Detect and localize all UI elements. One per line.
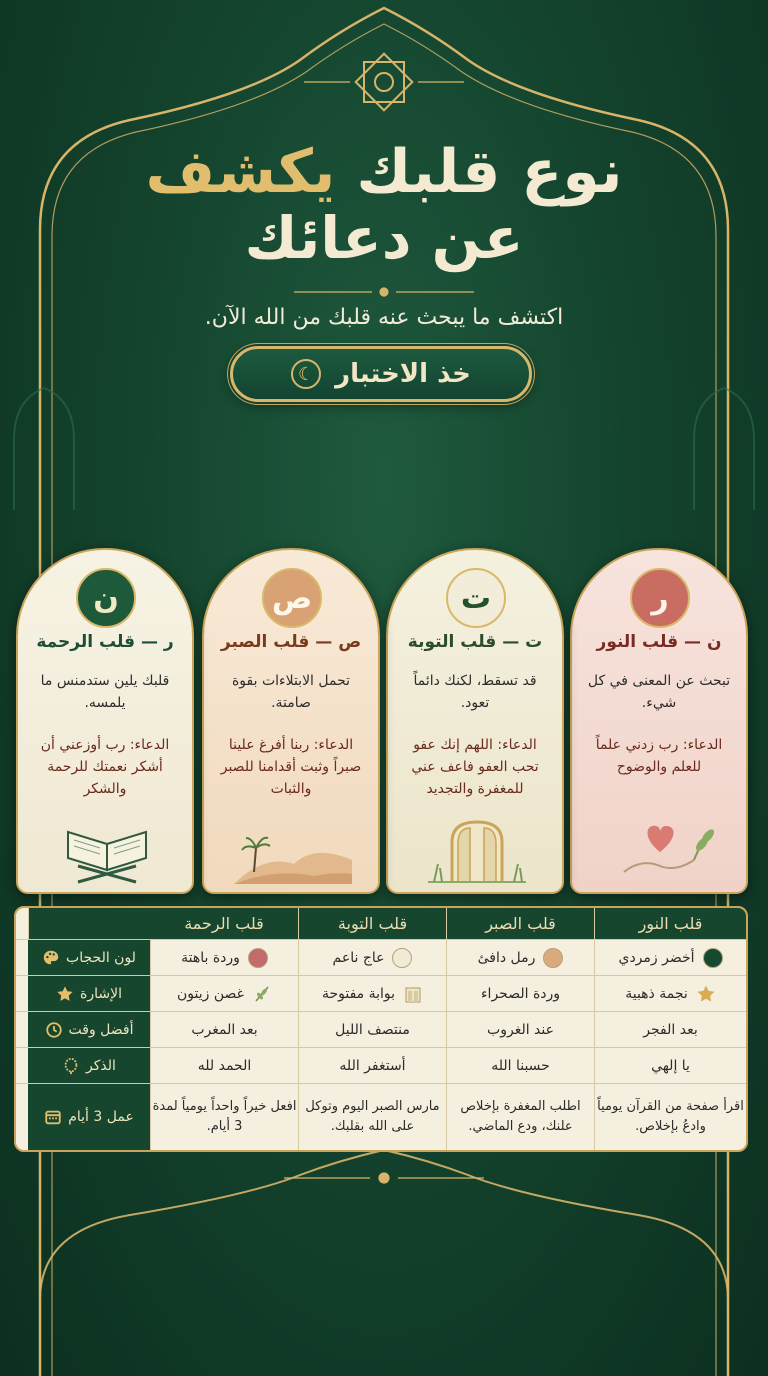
table-cell-text: حسبنا الله xyxy=(491,1057,550,1074)
take-quiz-label: خذ الاختبار xyxy=(335,359,471,389)
table-row xyxy=(16,1012,746,1048)
table-cell-text: مارس الصبر اليوم وتوكل على الله بقلبك. xyxy=(305,1099,440,1134)
table-row-label xyxy=(28,976,150,1011)
card-dua: الدعاء: رب زدني علماً للعلم والوضوح xyxy=(595,737,723,775)
card-title: ر — قلب الرحمة xyxy=(36,632,174,652)
table-cell xyxy=(594,1084,746,1150)
gold-star-icon xyxy=(696,984,716,1004)
table-cell xyxy=(150,940,298,975)
top-ornament-icon xyxy=(304,54,464,111)
table-header-row xyxy=(16,908,746,940)
table-cell-text: الحمد لله xyxy=(197,1057,252,1074)
table-cell-text: يا إلهي xyxy=(651,1057,690,1074)
table-cell xyxy=(150,1012,298,1047)
card-letter-badge: ر xyxy=(630,568,690,628)
title-part-b: يكشف xyxy=(145,137,336,207)
table-header: قلب التوبة xyxy=(298,908,446,939)
table-cell xyxy=(150,1084,298,1150)
table-header: قلب الصبر xyxy=(446,908,594,939)
table-cell-text: اقرأ صفحة من القرآن يومياً وادعُ بإخلاص. xyxy=(597,1099,744,1134)
table-cell xyxy=(150,976,298,1011)
table-header: قلب الرحمة xyxy=(150,908,298,939)
star-icon xyxy=(56,985,74,1003)
table-cell-text: أستغفر الله xyxy=(339,1057,406,1074)
card-description: تحمل الابتلاءات بقوة صامتة. xyxy=(231,673,351,711)
table-cell-text: بوابة مفتوحة xyxy=(321,985,396,1002)
prayer-beads-icon xyxy=(62,1057,80,1075)
card-title: ن — قلب النور xyxy=(596,632,722,652)
table-corner xyxy=(28,908,150,939)
row-label-text: لون الحجاب xyxy=(66,949,136,966)
table-cell xyxy=(446,1084,594,1150)
open-gate-icon xyxy=(418,814,536,884)
row-label-text: عمل 3 أيام xyxy=(68,1109,134,1125)
color-swatch xyxy=(703,948,723,968)
row-label-text: أفضل وقت xyxy=(68,1021,134,1038)
heart-card-light[interactable] xyxy=(570,548,748,894)
open-gate-icon xyxy=(403,984,423,1004)
title-part-a: نوع قلبك xyxy=(356,137,623,207)
table-cell-text: عاج ناعم xyxy=(332,949,385,966)
subtitle: اكتشف ما يبحث عنه قلبك من الله الآن. xyxy=(204,305,564,330)
table-cell xyxy=(298,1048,446,1083)
card-title: ص — قلب الصبر xyxy=(220,632,362,652)
card-dua: الدعاء: اللهم إنك عفو تحب العفو فاعف عني للمغفرة والتجديد xyxy=(411,737,539,797)
table-cell-text: أخضر زمردي xyxy=(618,949,695,966)
card-dua: الدعاء: رب أوزعني أن أشكر نعمتك للرحمة والشكر xyxy=(40,737,170,797)
table-cell xyxy=(594,940,746,975)
table-cell-text: اطلب المغفرة بإخلاص علنك، ودع الماضي. xyxy=(460,1099,581,1134)
table-cell-text: افعل خيراً واحداً يومياً لمدة 3 أيام. xyxy=(152,1099,297,1134)
table-cell-text: رمل دافئ xyxy=(477,949,536,966)
take-quiz-button[interactable] xyxy=(230,346,532,402)
main-title-line1 xyxy=(0,137,768,207)
table-cell xyxy=(594,1048,746,1083)
table-cell-text: وردة الصحراء xyxy=(480,985,561,1002)
color-swatch xyxy=(392,948,412,968)
card-description: تبحث عن المعنى في كل شيء. xyxy=(587,673,731,711)
quran-stand-icon xyxy=(48,814,166,884)
heart-card-patience[interactable] xyxy=(202,548,380,894)
card-letter-badge: ص xyxy=(262,568,322,628)
table-header: قلب النور xyxy=(594,908,746,939)
palette-icon xyxy=(42,949,60,967)
heart-card-repentance[interactable] xyxy=(386,548,564,894)
olive-branch-icon xyxy=(252,984,272,1004)
table-cell xyxy=(446,976,594,1011)
row-label-text: الذكر xyxy=(86,1057,116,1074)
table-cell-text: عند الغروب xyxy=(487,1021,554,1038)
table-cell xyxy=(446,940,594,975)
table-row-label xyxy=(28,1048,150,1083)
card-title: ت — قلب التوبة xyxy=(407,632,543,652)
table-row xyxy=(16,1084,746,1150)
table-cell-text: وردة باهتة xyxy=(181,949,240,966)
table-cell xyxy=(298,1084,446,1150)
clock-icon xyxy=(45,1021,63,1039)
table-cell-text: غصن زيتون xyxy=(177,985,244,1002)
main-title-line2: عن دعائك xyxy=(244,204,524,272)
card-dua: الدعاء: ربنا أفرغ علينا صبراً وثبت أقدامنا للصبر والثبات xyxy=(220,737,362,797)
table-row xyxy=(16,976,746,1012)
table-cell-text: نجمة ذهبية xyxy=(625,985,688,1002)
table-row-label xyxy=(28,1084,150,1150)
table-row-label xyxy=(28,1012,150,1047)
table-row-label xyxy=(28,940,150,975)
card-letter-badge: ن xyxy=(76,568,136,628)
calendar-icon xyxy=(44,1108,62,1126)
table-cell xyxy=(298,1012,446,1047)
table-row xyxy=(16,1048,746,1084)
color-swatch xyxy=(248,948,268,968)
desert-dunes-icon xyxy=(234,814,352,884)
color-swatch xyxy=(543,948,563,968)
heart-hand-icon xyxy=(602,814,720,884)
card-description: قد تسقط، لكنك دائماً تعود. xyxy=(413,673,537,711)
table-cell xyxy=(298,940,446,975)
table-cell-text: بعد الفجر xyxy=(643,1021,698,1038)
table-cell xyxy=(594,976,746,1011)
heart-card-mercy[interactable] xyxy=(16,548,194,894)
card-description: قلبك يلين ستدمنس ما يلمسه. xyxy=(40,673,170,711)
table-cell xyxy=(150,1048,298,1083)
comparison-table xyxy=(14,906,748,1152)
table-cell-text: منتصف الليل xyxy=(335,1021,410,1038)
crescent-moon-icon: ☾ xyxy=(291,359,321,389)
table-cell-text: بعد المغرب xyxy=(191,1021,258,1038)
table-cell xyxy=(446,1012,594,1047)
table-row xyxy=(16,940,746,976)
card-letter-badge: ت xyxy=(446,568,506,628)
table-cell xyxy=(446,1048,594,1083)
table-cell xyxy=(594,1012,746,1047)
table-cell xyxy=(298,976,446,1011)
row-label-text: الإشارة xyxy=(80,985,122,1002)
